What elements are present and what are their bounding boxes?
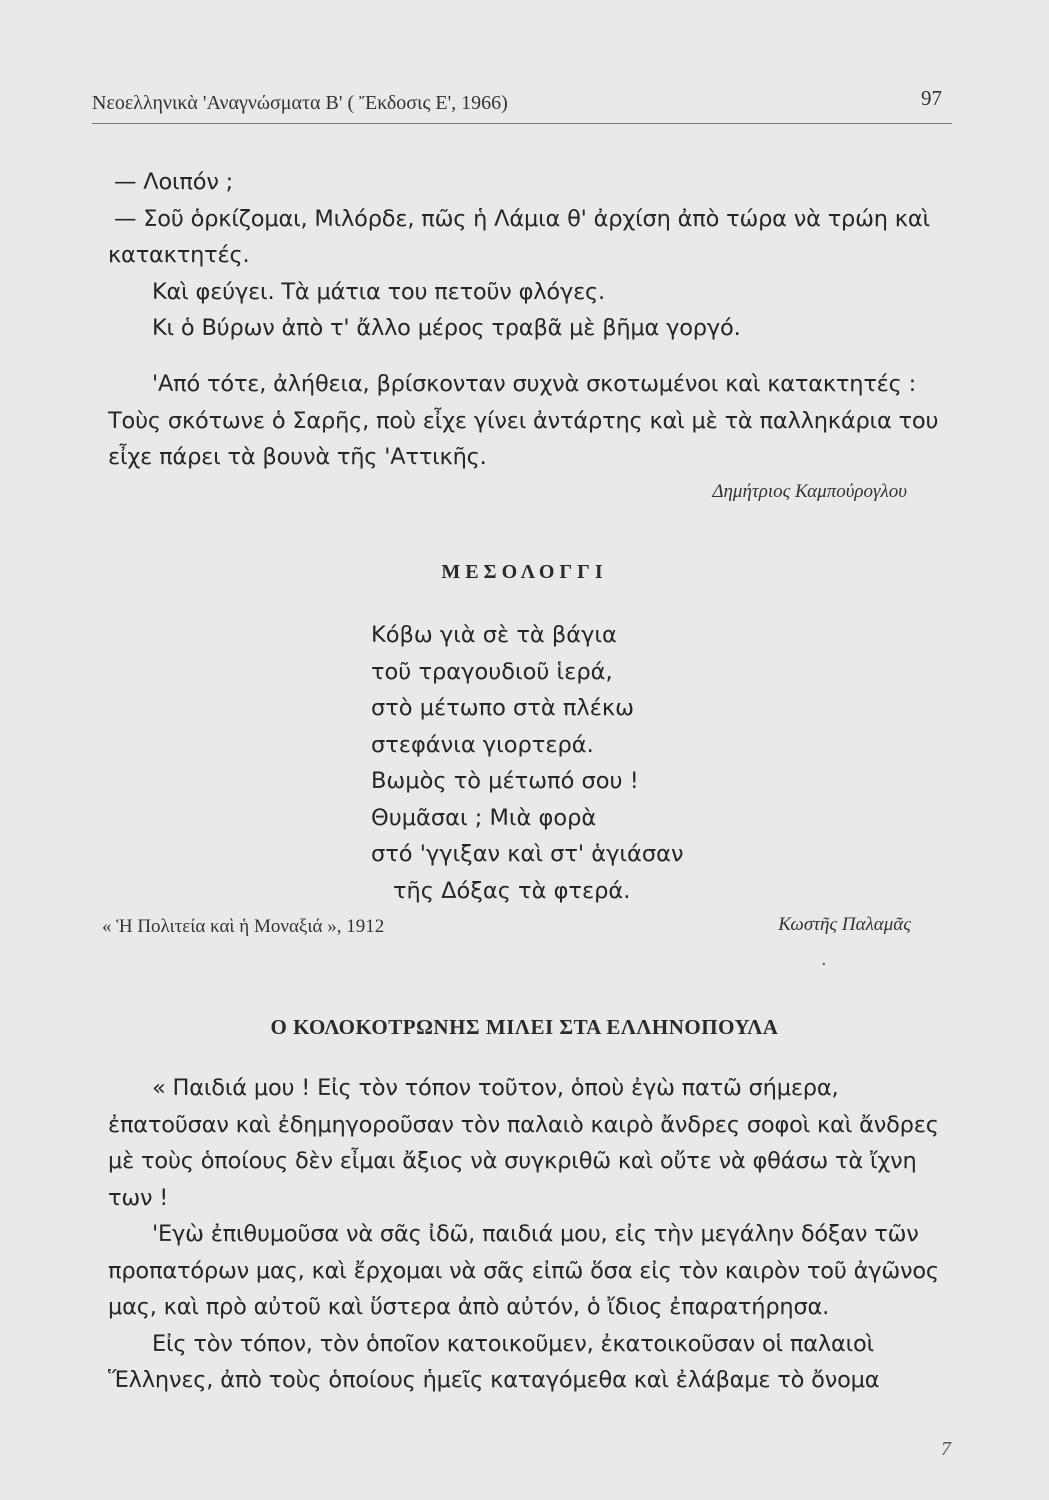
page-number: 97	[921, 86, 942, 110]
speech-paragraph: 'Εγὼ ἐπιθυμοῦσα νὰ σᾶς ἰδῶ, παιδιά μου, εἰς τὴν μεγάλην δόξαν τῶν προπατόρων μας, καὶ ἔρχομαι νὰ σᾶς εἰπῶ ὅσα εἰς τὸν καιρὸν τοῦ ἀγῶνος μας, καὶ πρὸ αὐτοῦ καὶ ὕστερα ἀπὸ αὐτόν, ὁ ἴδιος ἐπαρατήρησα.	[108, 1221, 939, 1320]
speech-paragraph: Εἰς τὸν τόπον, τὸν ὁποῖον κατοικοῦμεν, ἐκατοικοῦσαν οἱ παλαιοὶ Ἕλληνες, ἀπὸ τοὺς ὁποίους ἡμεῖς καταγόμεθα καὶ ἐλάβαμε τὸ ὄνομα	[108, 1330, 880, 1393]
excerpt-author: Δημήτριος Καμπούρογλου	[712, 481, 907, 502]
poem-line: στό 'γγιξαν καὶ στ' ἁγιάσαν	[371, 841, 684, 867]
poem-line: στὸ μέτωπο στὰ πλέκω	[371, 695, 634, 721]
poem-line: Θυμᾶσαι ; Μιὰ φορὰ	[371, 804, 597, 831]
excerpt-paragraph: 'Από τότε, ἀλήθεια, βρίσκονταν συχνὰ σκοτωμένοι καὶ κατακτητές : Τοὺς σκότωνε ὁ Σαρῆς, ποὺ εἶχε γίνει ἀντάρτης καὶ μὲ τὰ παλληκάρια του εἶχε πάρει τὰ βουνὰ τῆς 'Αττικῆς.	[108, 371, 939, 470]
poem-line: Βωμὸς τὸ μέτωπό σου !	[371, 768, 639, 794]
separator-dot: ·	[821, 954, 827, 975]
poem-author: Κωστῆς Παλαμᾶς	[778, 914, 911, 935]
narration-line: Καὶ φεύγει. Τὰ μάτια του πετοῦν φλόγες.	[152, 278, 605, 305]
running-header	[92, 84, 952, 118]
dialogue-line: — Σοῦ ὁρκίζομαι, Μιλόρδε, πῶς ἡ Λάμια θ' ἀρχίση ἀπὸ τώρα νὰ τρώη καὶ κατακτητές.	[108, 205, 930, 268]
narration-line: Κι ὁ Βύρων ἀπὸ τ' ἄλλο μέρος τραβᾶ μὲ βῆμα γοργό.	[152, 315, 741, 341]
poem-line: τοῦ τραγουδιοῦ ἱερά,	[371, 658, 613, 685]
excerpt-paragraph-block	[108, 366, 948, 476]
poem-line: στεφάνια γιορτερά.	[371, 731, 594, 758]
poem-line: Κόβω γιὰ σὲ τὰ βάγια	[371, 622, 617, 648]
speech-paragraph: « Παιδιά μου ! Εἰς τὸν τόπον τοῦτον, ὁποὺ ἐγὼ πατῶ σήμερα, ἐπατοῦσαν καὶ ἐδημηγοροῦσαν τὸν παλαιὸ καιρὸ ἄνδρες σοφοὶ καὶ ἄνδρες μὲ τοὺς ὁποίους δὲν εἶμαι ἄξιος νὰ συγκριθῶ καὶ οὔτε νὰ φθάσω τὰ ἴχνη των !	[108, 1075, 939, 1211]
excerpt-dialogue	[108, 164, 948, 347]
header-rule	[92, 123, 952, 124]
running-title: Νεοελληνικὰ 'Αναγνώσματα Β' ( Ἔκδοσις Ε', 1966)	[92, 92, 508, 114]
dialogue-line: — Λοιπόν ;	[114, 169, 234, 195]
signature-mark: 7	[941, 1438, 951, 1460]
poem-source-title: « Ἡ Πολιτεία καὶ ἡ Μοναξιά »	[102, 916, 337, 937]
poem-source-year: , 1912	[336, 916, 385, 937]
poem-title: ΜΕΣΟΛΟΓΓΙ	[441, 561, 608, 583]
speech-title: Ο ΚΟΛΟΚΟΤΡΩΝΗΣ ΜΙΛΕΙ ΣΤΑ ΕΛΛΗΝΟΠΟΥΛΑ	[270, 1015, 779, 1039]
poem-body	[371, 617, 851, 909]
speech-body	[108, 1070, 948, 1399]
poem-line: τῆς Δόξας τὰ φτερά.	[393, 877, 631, 904]
poem-source	[102, 916, 384, 938]
